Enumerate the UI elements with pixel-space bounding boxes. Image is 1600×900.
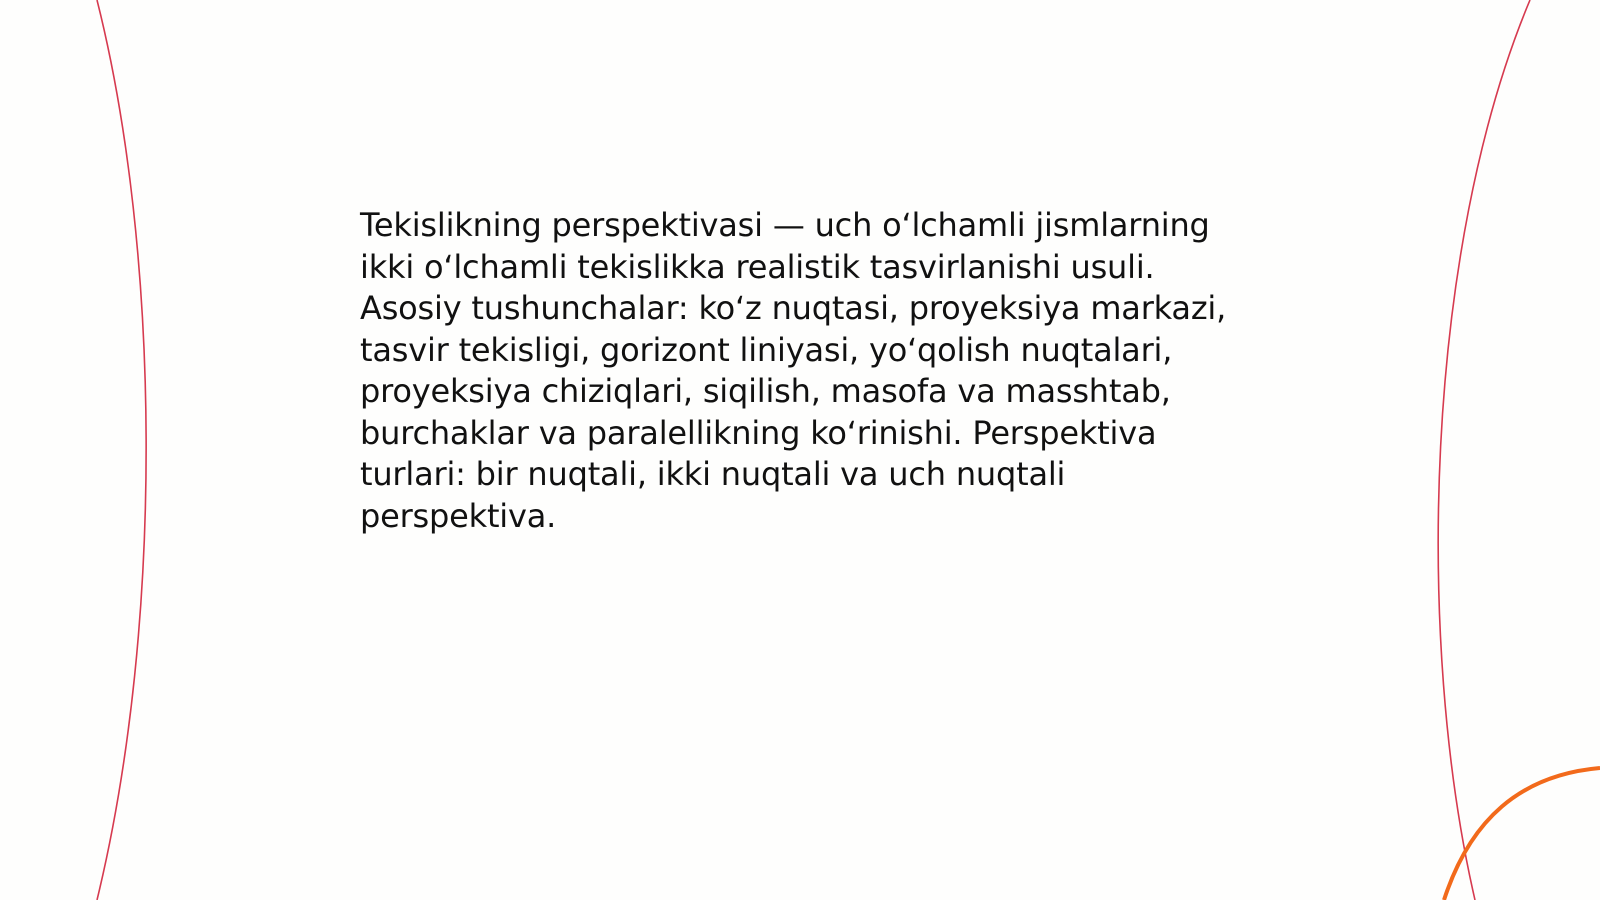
orange-arc [1444,768,1600,900]
left-arc [97,0,146,900]
slide-body-text: Tekislikning perspektivasi — uch oʻlchamli jismlarning ikki oʻlchamli tekislikka realistik tasvirlanishi usuli. Asosiy tushunchalar: koʻz nuqtasi, proyeksiya markazi, tasvir tekisligi, gorizont liniyasi, yoʻqolish nuqtalari, proyeksiya chiziqlari, siqilish, masofa va masshtab, burchaklar va paralellikning koʻrinishi. Perspektiva turlari: bir nuqtali, ikki nuqtali va uch nuqtali perspektiva. [360,206,1227,535]
right-arc [1438,0,1530,900]
